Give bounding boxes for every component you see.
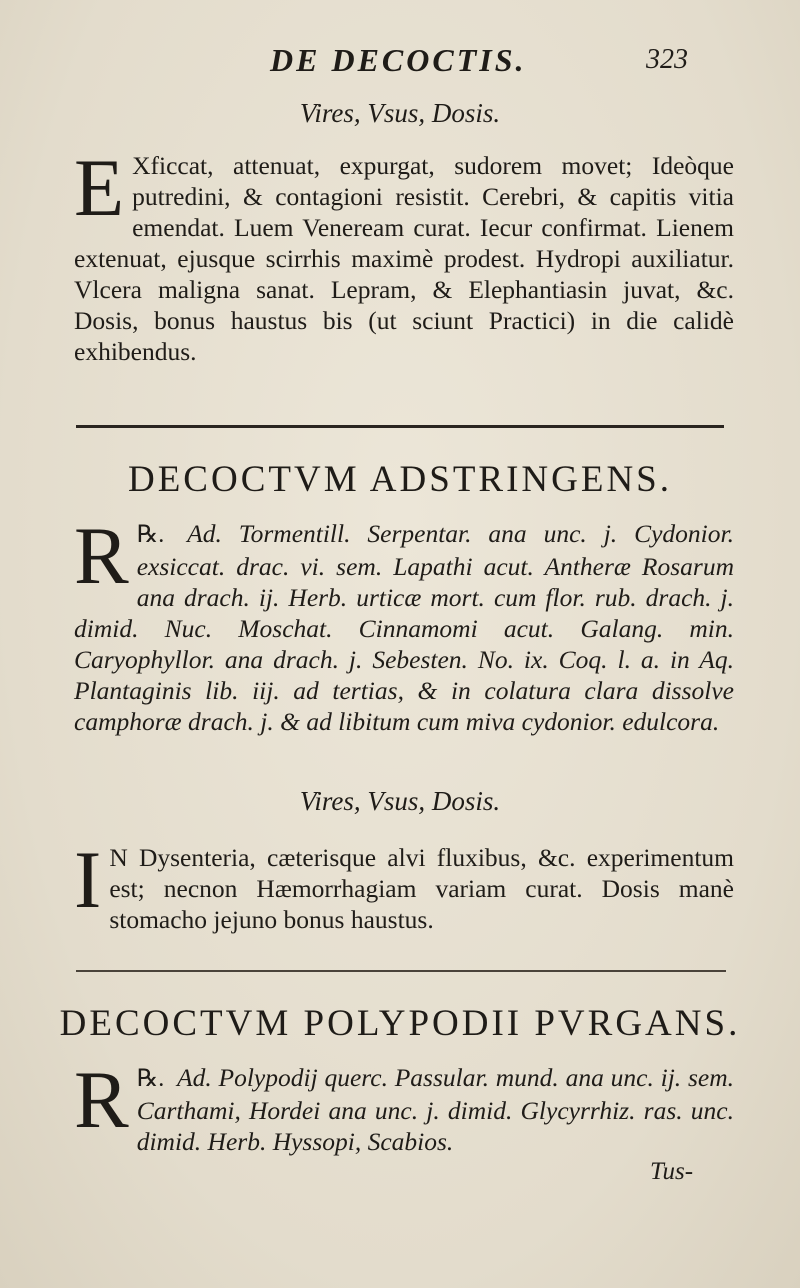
paragraph-vires-2 — [74, 834, 734, 935]
section-title-polypodii: DECOCTVM POLYPODII PVRGANS. — [59, 1003, 741, 1044]
running-header: DE DECOCTIS. — [270, 42, 527, 78]
section-divider — [76, 970, 726, 972]
dropcap-i: I — [74, 834, 102, 925]
paragraph-vires-1 — [74, 142, 734, 367]
recipe-symbol: ℞. — [136, 522, 165, 548]
recipe-text: Ad. Tormentill. Serpentar. ana unc. j. Cydonior. exsiccat. drac. vi. sem. Lapathi acut. Antheræ Rosarum ana drach. ij. Herb. urticæ mort. cum flor. rub. drach. j. dimid. Nuc. Moschat. Cinnamomi acut. Galang. min. Caryophyllor. ana drach. j. Sebesten. No. ix. Coq. l. a. in Aq. Plantaginis lib. iij. ad tertias, & in colatura clara dissolve camphoræ drach. j. & ad libitum cum miva cydonior. edulcora. — [74, 519, 734, 736]
subhead-vires-2: Vires, Vsus, Dosis. — [299, 786, 501, 816]
page-number: 323 — [646, 44, 688, 75]
section-divider — [76, 425, 724, 428]
recipe-adstringens — [74, 510, 734, 737]
dropcap-e: E — [74, 142, 125, 233]
dropcap-r: R — [74, 1054, 129, 1145]
recipe-symbol: ℞. — [136, 1066, 165, 1092]
subhead-vires-1: Vires, Vsus, Dosis. — [299, 98, 501, 128]
catchword: Tus- — [650, 1158, 694, 1185]
dropcap-r: R — [74, 510, 129, 601]
section-title-adstringens: DECOCTVM ADSTRINGENS. — [127, 459, 673, 500]
paragraph-text: Xficcat, attenuat, expurgat, sudorem movet; Ideòque putredini, & contagioni resistit. Cerebri, & capitis vitia emendat. Luem Veneream curat. Iecur confirmat. Lienem extenuat, ejusque scirrhis maximè prodest. Hydropi auxiliatur. Vlcera maligna sanat. Lepram, & Elephantiasin juvat, &c. Dosis, bonus haustus bis (ut sciunt Practici) in die calidè exhibendus. — [74, 151, 734, 366]
paragraph-text: N Dysenteria, cæterisque alvi fluxibus, &c. experimentum est; necnon Hæmorrhagiam variam curat. Dosis manè stomacho jejuno bonus haustus. — [109, 843, 734, 934]
recipe-polypodii — [74, 1054, 734, 1157]
recipe-text: Ad. Polypodij querc. Passular. mund. ana unc. ij. sem. Carthami, Hordei ana unc. j. dimid. Glycyrrhiz. ras. unc. dimid. Herb. Hyssopi, Scabios. — [136, 1063, 734, 1156]
